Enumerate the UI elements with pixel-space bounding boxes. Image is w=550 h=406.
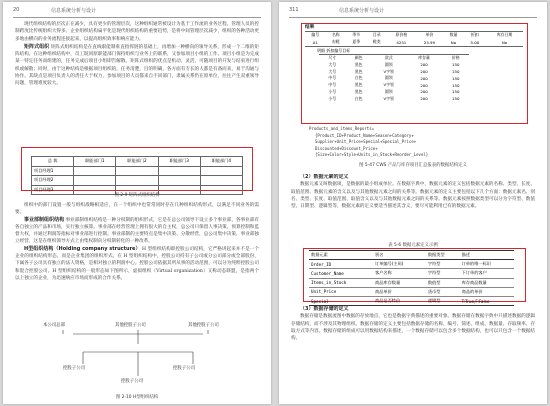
table-row (309, 278, 514, 287)
table-header-cell: 总 裁 (32, 157, 74, 167)
table-header-cell: 数据类型 (426, 251, 460, 260)
table-cell: 商品是否特价 (373, 296, 426, 305)
matrix-paragraph: 矩阵式组织结构是在直线职能制垂直指挥链的基础上，再增加一种横向的领导关系，形成一个二维的矩阵结构。在这种组织结构中，员工既同原职能部门保持组织与业务上的联系，又参加项目小组的工作。项目小组是为完成某一特定任务而组建的，任务完成后项目小组即告解散。矩阵式组织的优点是机动、灵活，可随项目的开发与结束进行组织或解散；同时，由于这种结构是根据项目组织的，任务清楚，目的明确，各方面有专长的人都是有备而来，易于沟通与协作。其缺点是项目负责人的责任大于权力，参加项目的人员都来自不同部门，隶属关系仍在原单位，往往产生双重领导问题，管理难度较大。 (15, 44, 259, 87)
table-row (309, 260, 514, 269)
right-header-rule (289, 17, 537, 18)
table-cell: 大号 (328, 68, 337, 74)
table-header-row (32, 157, 243, 167)
table-cell: 150 (452, 96, 460, 102)
table-cell: 小号 (328, 88, 337, 94)
table-header-cell: 季节 (352, 32, 361, 38)
table-row (32, 166, 243, 176)
table-cell: 200 (420, 69, 428, 75)
table-cell: 订单的唯一标识 (460, 260, 514, 269)
table-cell: 150 (452, 89, 460, 95)
right-header-title: 信息系统分析与设计 (339, 8, 385, 14)
paragraph: 组织中的部门设置一般与组织战略相适应，在一个组织中也常常同时存在几种组织结构形式，以满足不同业务的需要。 (15, 203, 259, 216)
table-cell: 黑色 (354, 82, 363, 88)
right-page (279, 2, 547, 404)
matrix-heading: 矩阵式组织 (24, 43, 50, 50)
table-cell: Special (309, 296, 373, 305)
table-cell: 25.99 (423, 39, 435, 45)
table-header-cell: 单价 (425, 32, 434, 38)
report-box (305, 24, 523, 102)
formula-line: Products_and_items_Reports= (309, 126, 375, 131)
table-header-cell: 数量 (449, 32, 458, 38)
table-cell: 200 (420, 89, 428, 95)
table-cell: 项目经理1 (32, 166, 74, 176)
table-row (319, 61, 469, 68)
table-cell: 黑色 (354, 88, 363, 94)
table-cell: 小号 (328, 95, 337, 101)
table-cell: 订单编号(主码) (373, 260, 426, 269)
table-header-row (309, 251, 514, 260)
table-header-row (305, 32, 523, 39)
table-row (305, 39, 523, 46)
diagram-node-bottom: 控股子公司 (121, 379, 143, 384)
table-cell: T:True,F:False (460, 296, 514, 305)
figure-caption-matrix: 图 2-9 矩阵式组织结构 (114, 193, 160, 198)
left-page-number: 20 (13, 7, 20, 13)
table-header-cell: 尺寸 (328, 54, 337, 60)
table-cell: 圆领 (384, 88, 393, 94)
table-header-cell: 别名 (373, 251, 426, 260)
table-cell: 中号 (328, 75, 337, 81)
table-header-cell: 折扣 (471, 32, 479, 38)
section-heading: （3）数据存储的定义 (300, 306, 349, 312)
table-cell: 布鞋 (331, 39, 340, 45)
table-cell: 黑色 (354, 61, 363, 67)
left-text-block-1 (15, 21, 259, 88)
intro-paragraph: 现代组织结构的层次正在减少，具有更少的管理层次，这种组织通常被设计为基于工作流的业务过程，管理人员的控制跨度比传统组织大得多。企业组织结构扁平化是现代组织结构的重要趋势，是将中间管理层次减少，组织的各种活动更多地由横向的业务流程连接起来，以提高组织效率和响应能力。 (15, 22, 259, 42)
left-page-header (13, 7, 261, 16)
table-header-cell: 库存日期 (496, 32, 513, 38)
table-cell: 圆领 (384, 75, 393, 81)
table-header-cell: 原价格 (395, 32, 408, 38)
matrix-org-table (31, 156, 243, 195)
division-heading: 事业部制组织结构 (24, 216, 65, 223)
left-header-title: 信息系统分析与设计 (51, 8, 97, 14)
table-cell: 项目经理2 (32, 176, 74, 186)
data-element-table (309, 250, 514, 306)
table-cell: 逻辑型 (426, 296, 460, 305)
table-header-cell: 职能部门4 (200, 157, 242, 167)
h-structure-diagram (43, 322, 233, 392)
table-cell: 200 (420, 82, 428, 88)
table-header-cell: 职能部门1 (74, 157, 116, 167)
table-cell: 4251 (396, 39, 407, 45)
table-cell: 商品单价 (373, 287, 426, 296)
table-cell: 下订单的客户 (460, 269, 514, 278)
table-cell: 夏季 (352, 39, 361, 45)
table-row (319, 75, 469, 82)
diagram-node-top: 其他控股子公司 (188, 323, 219, 328)
table-header-row (319, 54, 469, 61)
division-paragraph: 事业部制组织结构是一种分权制的组织形式，它是在总公司领导下设立多个事业部，各事业部有各自独立的产品和市场，实行独立核算。事业部在经营管理上拥有很大的自主权，总公司只保留人事决策、预算控制和监督大权，并通过利润等指标对事业部进行控制。事业部制的主要特点是集中决策、分散经营，总公司集中决策，事业部独立经营，这是在组织领导方式上由集权制向分权制转化的一种改革。 (15, 217, 259, 245)
table-cell: 字符型 (426, 269, 460, 278)
table-row (319, 89, 469, 96)
table-cell: 货币型 (426, 287, 460, 296)
paragraph: 数据存储是数据流图中数据的存放地点，它也是数据字典描述的重要对象。数据存储在数据字典中只描述数据的逻辑存储结构，而不涉及其物理组织。数据存储的定义主要包括数据存储的名称、编号、简述、组成、数据量、存取频率、存取方式等内容。数据存储的组成可以用数据结构来描述，一个数据存储可以包含多个数据结构，也可以只包含一个数据结构。 (291, 314, 535, 342)
holding-paragraph: H 型组织结构即控股公司结构，它严格讲起来并不是一个企业的组织结构形态，而是企业集团的组织形式。在 H 型组织结构中，控股公司持有子公司或分公司部分或全部股份，下属各子公司具有独立的法人资格，是相对独立的利润中心。控股公司依据其所从事的活动范围，可以分为纯粹控股公司和混合控股公司。H 型组织结构的一般形态如下图所示，虚拟组织（Virtual organization）又称动态联盟，是指两个以上独立的企业，为迅速响应市场而形成的合作关系。 (15, 246, 259, 281)
table-cell: 150 (452, 62, 460, 68)
table-cell: 鞋类 (372, 39, 381, 45)
formula-line: Supplier+Unit_Price+Special+Special_Price+ (315, 139, 417, 145)
table-cell: 客户名称 (373, 269, 426, 278)
table-cell: V字领 (383, 95, 394, 101)
detail-label: 明细 折扣编号目标 (317, 47, 351, 53)
table-row (309, 269, 514, 278)
table-cell: 字符型 (426, 260, 460, 269)
table-header-cell: 编号 (311, 32, 320, 38)
left-header-rule (13, 17, 261, 18)
table-cell: 150 (452, 82, 460, 88)
table-header-cell: 职能部门2 (116, 157, 158, 167)
table-row (309, 296, 514, 305)
table-row (319, 68, 469, 75)
report-sub-table (319, 54, 469, 103)
section-heading: （2）数据元素的定义 (300, 174, 349, 180)
table-header-cell: 描述 (460, 251, 514, 260)
report-box-title: 结果 (305, 25, 315, 30)
table-header-cell: 数据元素 (309, 251, 373, 260)
table-cell: V字领 (383, 68, 394, 74)
table-cell: 白色 (354, 95, 363, 101)
figure-caption-h: 图 2-10 H型组织结构 (115, 395, 159, 400)
table-row (319, 95, 469, 102)
table-cell: No (450, 39, 457, 45)
table-cell: 5.00 (470, 39, 480, 45)
formula-line: {Product_ID+Product_Name+Season+Category+ (315, 132, 414, 138)
table-caption: 表 5-6 数据元素定义示例 (388, 243, 438, 248)
table-cell: 200 (420, 62, 428, 68)
figure-caption-report: 图 5-47 CWS 产品与库存项目汇总报表的数据结构定义 (359, 163, 467, 168)
table-header-cell: 价格 (451, 54, 460, 60)
table-cell: Items_in_Stock (309, 278, 373, 287)
holding-heading: H型组织结构（Holding company structure） (24, 245, 141, 252)
left-page (3, 2, 271, 404)
table-row (319, 82, 469, 89)
table-cell: 大号 (328, 61, 337, 67)
table-cell: 150 (452, 69, 460, 75)
table-cell: 商品库存数量 (373, 278, 426, 287)
table-row (32, 176, 243, 186)
formula-line: {Size+Color+Style+Units_in_Stock+Reorder_Level} (315, 152, 429, 158)
right-page-number: 311 (289, 7, 299, 13)
table-cell: 黑色 (354, 68, 363, 74)
table-cell: No (501, 39, 508, 45)
table-header-cell: 颜色 (354, 54, 363, 60)
table-cell: 项目经理3 (32, 185, 74, 195)
table-cell: 库存商品数量 (460, 278, 514, 287)
table-cell: Customer_Name (309, 269, 373, 278)
table-cell: 中号 (328, 82, 337, 88)
diagram-node-top: 其他控股子公司 (115, 323, 146, 328)
table-cell: Order_ID (309, 260, 373, 269)
formula-line: Discounted+Discount_Price+ (315, 145, 378, 151)
table-header-cell: 目录 (372, 32, 381, 38)
table-header-cell: 库存量 (418, 54, 430, 60)
diagram-node-bottom: 控股子公司 (173, 366, 195, 371)
table-header-cell: 名称 (331, 32, 340, 38)
report-top-table (305, 31, 523, 47)
diagram-node-top: 本公司总部 (43, 323, 65, 328)
table-cell: 数值型 (426, 278, 460, 287)
table-cell: 白色 (354, 75, 363, 81)
right-text-block-2 (291, 306, 535, 400)
table-cell: 圆领 (384, 61, 393, 67)
table-cell: Unit_Price (309, 287, 373, 296)
table-cell: 200 (420, 96, 428, 102)
table-header-cell: 款式 (384, 54, 393, 60)
table-cell: V字领 (383, 82, 394, 88)
right-page-header (289, 7, 537, 16)
diagram-node-bottom: 控股子公司 (63, 366, 85, 371)
table-cell: 商品的单价 (460, 287, 514, 296)
table-row (309, 287, 514, 296)
data-structure-formula (309, 126, 428, 159)
table-header-cell: 职能部门3 (158, 157, 200, 167)
paragraph: 数据元素又叫数据项，是数据的最小组成单位。在数据字典中，数据元素的定义包括数据元素的名称、类型、长度、取值范围、数据元素的含义以及与其他数据元素之间的关系等。数据元素的定义主要包括以下几个方面：数据元素名、别名、类型、长度、取值范围、取值含义以及与其他数据元素之间的关系等。数据元素按照数据类型可以分为字符型、数值型、日期型、逻辑型等，数据元素的定义要适当描述其含义，要尽可能利用已有的数据元素。 (291, 182, 535, 210)
right-text-block-1 (291, 174, 535, 240)
left-text-block-2 (15, 202, 259, 316)
table-cell: A1 (312, 39, 318, 45)
table-cell: 200 (420, 75, 428, 81)
table-cell: 150 (452, 75, 460, 81)
